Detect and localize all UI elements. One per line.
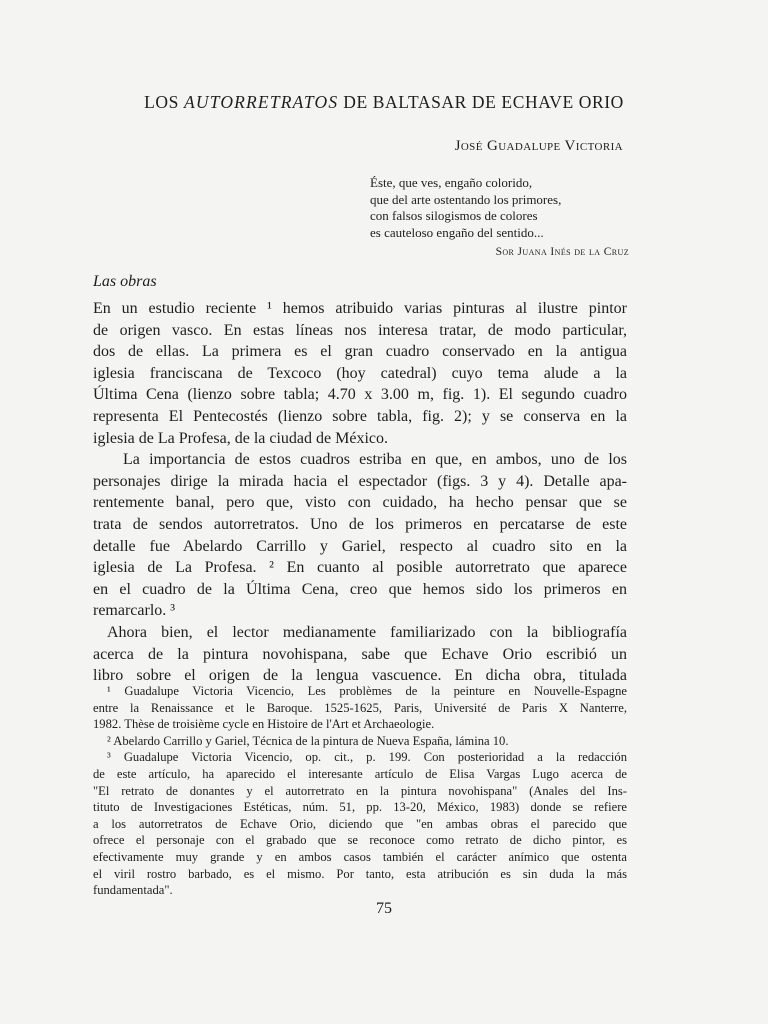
footnote-line: a los autorretratos de Echave Orio, diciendo que "en ambas obras el parecido que bbox=[93, 816, 627, 831]
text-line: trata de sendos autorretratos. Uno de los primeros en percatarse de este bbox=[93, 515, 627, 533]
text-line: libro sobre el origen de la lengua vascuence. En dicha obra, titulada bbox=[93, 667, 627, 685]
author-name: José Guadalupe Victoria bbox=[454, 138, 623, 154]
text-line: rentemente banal, pero que, visto con cuidado, ha hecho pensar que se bbox=[93, 494, 627, 512]
text-line: Ahora bien, el lector medianamente familiarizado con la bibliografía bbox=[107, 623, 627, 641]
body-text bbox=[93, 298, 627, 687]
footnote-line: de este artículo, ha aparecido el interesante artículo de Elisa Vargas Lugo acerca de bbox=[93, 766, 627, 781]
footnote-line: tituto de Investigaciones Estéticas, núm. 51, pp. 13-20, México, 1983) donde se refiere bbox=[93, 800, 627, 815]
epigraph-line: que del arte ostentando los primores, bbox=[370, 191, 562, 207]
text-line: personajes dirige la mirada hacia el espectador (figs. 3 y 4). Detalle apa- bbox=[93, 472, 627, 490]
title-italic: AUTORRETRATOS bbox=[183, 92, 339, 112]
epigraph-line: es cauteloso engaño del sentido... bbox=[370, 224, 544, 240]
text-line: de origen vasco. En estas líneas nos interesa tratar, de modo particular, bbox=[93, 321, 627, 339]
text-line: iglesia de La Profesa. ² En cuanto al posible autorretrato que aparece bbox=[93, 559, 627, 577]
text-line: representa El Pentecostés (lienzo sobre tabla, fig. 2); y se conserva en la bbox=[93, 407, 627, 425]
text-line: acerca de la pintura novohispana, sabe que Echave Orio escribió un bbox=[93, 645, 627, 663]
footnote-line: ² Abelardo Carrillo y Gariel, Técnica de la pintura de Nueva España, lámina 10. bbox=[107, 733, 509, 748]
footnote-1 bbox=[93, 683, 627, 733]
text-line: detalle fue Abelardo Carrillo y Gariel, respecto al cuadro sito en la bbox=[93, 537, 627, 555]
section-heading: Las obras bbox=[93, 273, 157, 290]
footnote-line: "El retrato de donantes y el autorretrato en la pintura novohispana" (Anales del Ins- bbox=[93, 783, 627, 798]
epigraph-line: Éste, que ves, engaño colorido, bbox=[370, 175, 533, 190]
article-title bbox=[0, 92, 768, 113]
text-line: dos de ellas. La primera es el gran cuadro conservado en la antigua bbox=[93, 343, 627, 361]
text-line: La importancia de estos cuadros estriba en que, en ambos, uno de los bbox=[123, 451, 627, 469]
epigraph-line: con falsos silogismos de colores bbox=[370, 208, 538, 223]
title-suffix: DE BALTASAR DE ECHAVE ORIO bbox=[343, 92, 624, 112]
text-line: iglesia de La Profesa, de la ciudad de México. bbox=[93, 429, 388, 447]
paragraph-3 bbox=[93, 622, 627, 687]
footnote-line: ³ Guadalupe Victoria Vicencio, op. cit., p. 199. Con posterioridad a la redacción bbox=[107, 750, 627, 765]
page-number: 75 bbox=[376, 900, 392, 917]
epigraph bbox=[370, 175, 640, 241]
text-line: iglesia franciscana de Texcoco (hoy catedral) cuyo tema alude a la bbox=[93, 364, 627, 382]
footnote-line: efectivamente muy grande y en ambos casos también el carácter anímico que ostenta bbox=[93, 849, 627, 864]
text-line: remarcarlo. ³ bbox=[93, 602, 176, 620]
footnote-line: el viril rostro barbado, es el mismo. Por tanto, esta atribución es sin duda la más bbox=[93, 866, 627, 881]
paragraph-2 bbox=[93, 449, 627, 622]
footnote-3 bbox=[93, 749, 627, 898]
paragraph-1 bbox=[93, 298, 627, 449]
footnote-line: 1982. Thèse de troisième cycle en Histoire de l'Art et Archaeologie. bbox=[93, 717, 435, 732]
footnote-line: entre la Renaissance et le Baroque. 1525-1625, Paris, Université de Paris X Nanterre, bbox=[93, 700, 627, 715]
title-prefix: LOS bbox=[144, 92, 179, 112]
footnote-line: ¹ Guadalupe Victoria Vicencio, Les problèmes de la peinture en Nouvelle-Espagne bbox=[107, 684, 627, 698]
footnote-line: ofrece el personaje con el grabado que se reconoce como retrato de dicho pintor, es bbox=[93, 833, 627, 848]
footnotes bbox=[93, 683, 627, 899]
footnote-line: fundamentada". bbox=[93, 883, 173, 898]
epigraph-attribution: Sor Juana Inés de la Cruz bbox=[495, 246, 629, 258]
footnote-2 bbox=[93, 733, 627, 750]
text-line: En un estudio reciente ¹ hemos atribuido varias pinturas al ilustre pintor bbox=[93, 300, 627, 317]
text-line: Última Cena (lienzo sobre tabla; 4.70 x 3.00 m, fig. 1). El segundo cuadro bbox=[93, 386, 627, 404]
text-line: en el cuadro de la Última Cena, creo que hemos sido los primeros en bbox=[93, 580, 627, 598]
